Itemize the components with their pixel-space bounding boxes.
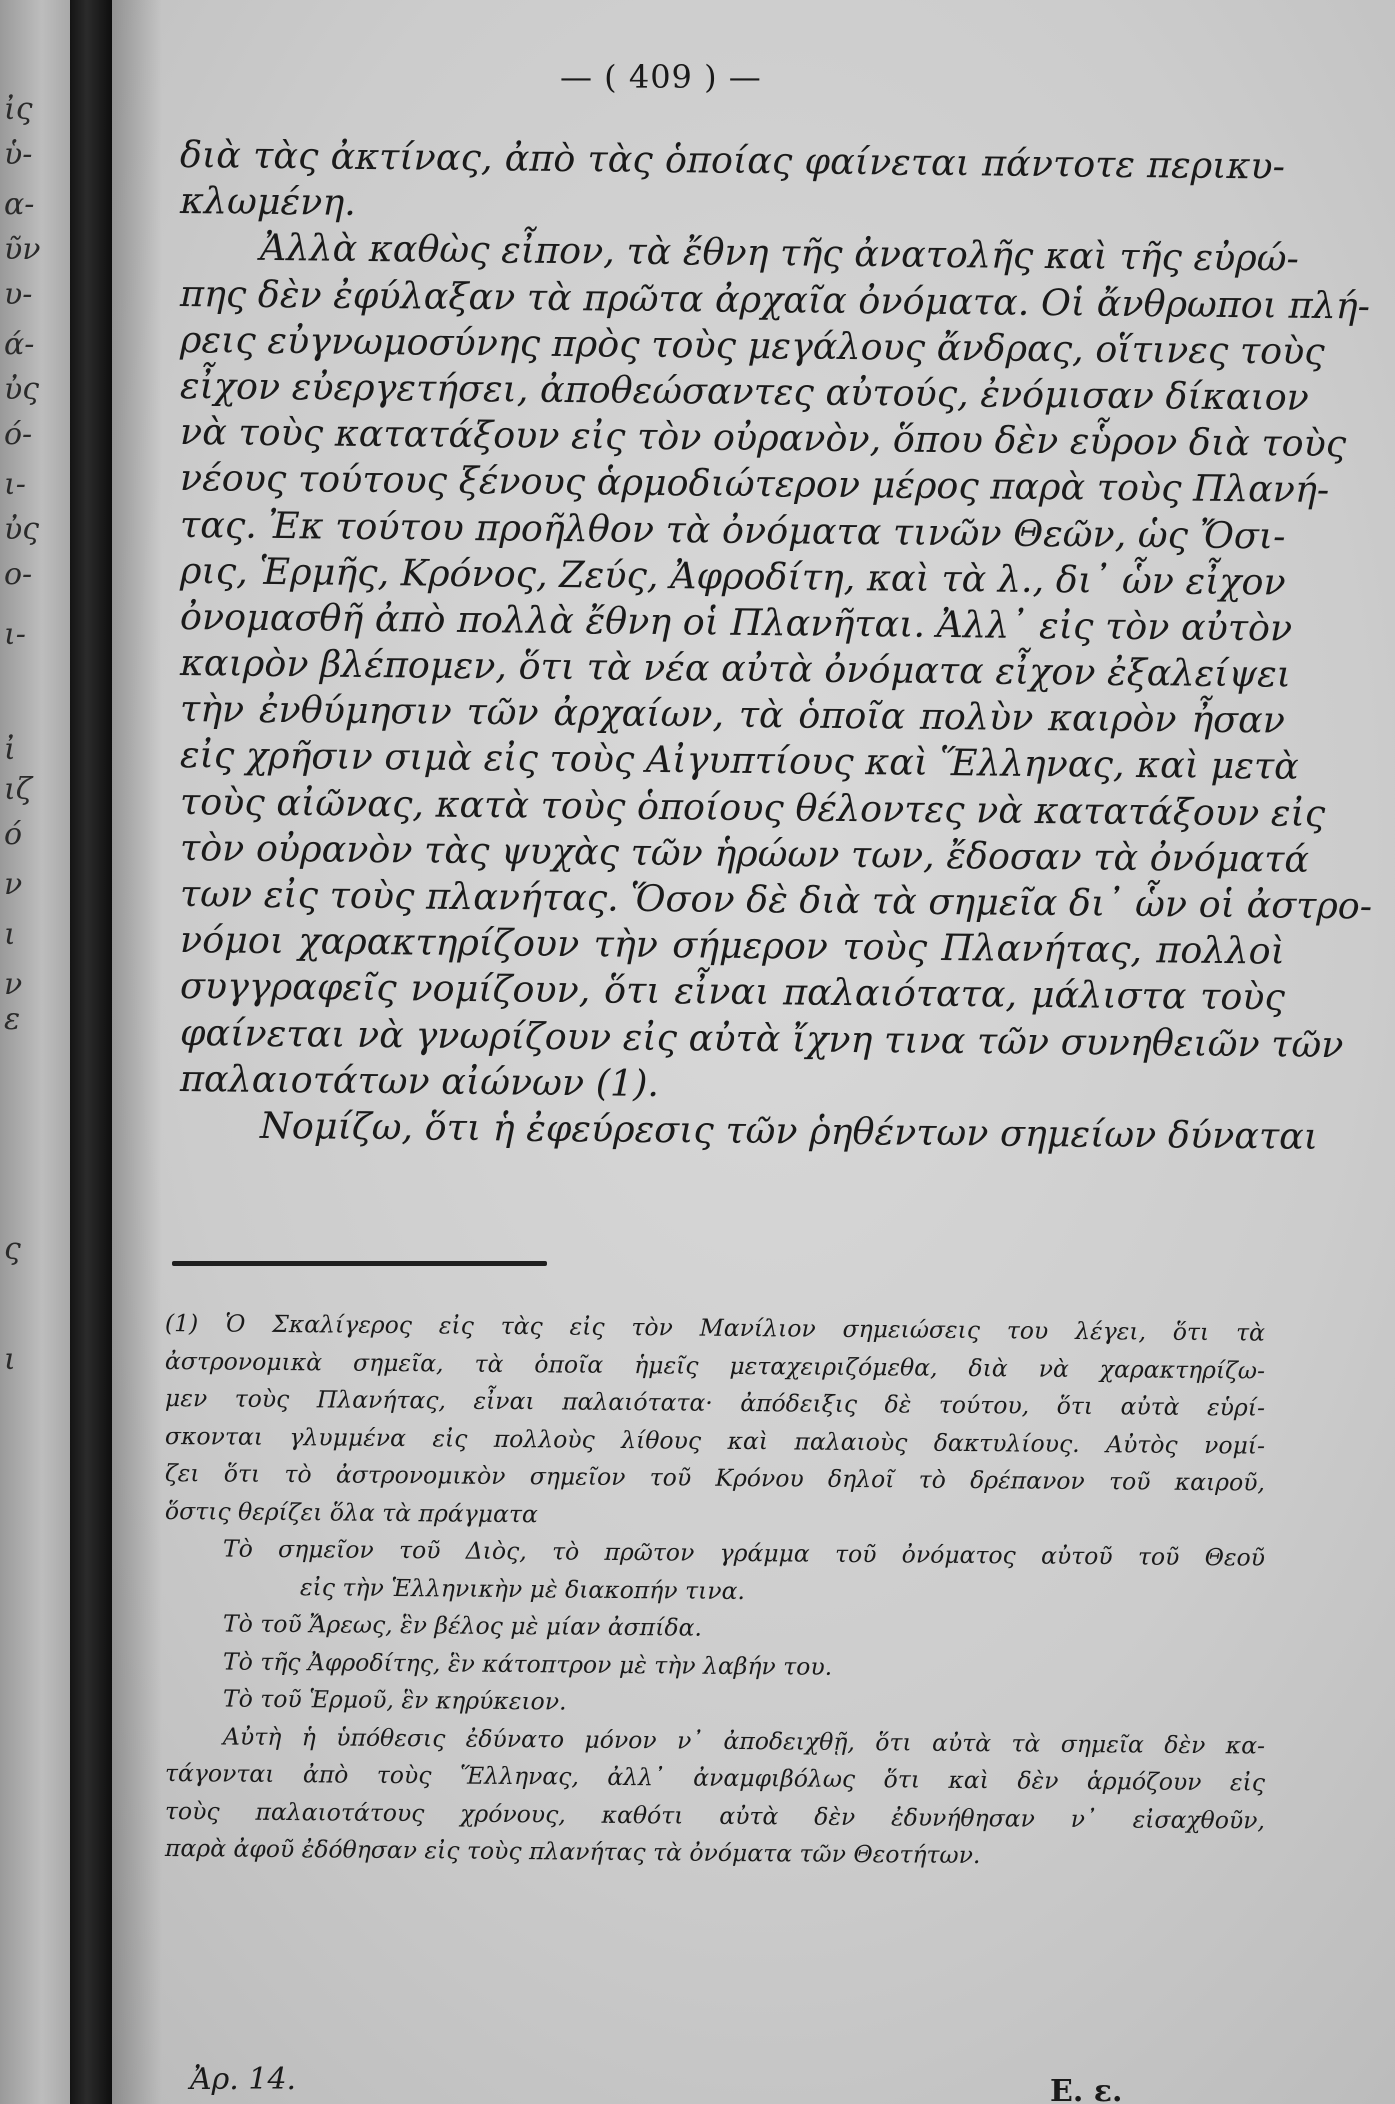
footnote-line: (1) Ὁ Σκαλίγερος εἰς τὰς εἰς τὸν Μανίλιον σημειώσεις του λέγει, ὅτι τὰ (164, 1309, 1266, 1347)
prev-page-fragment: ό- (4, 417, 33, 452)
text-line: συγγραφεῖς νομίζουν, ὅτι εἶναι παλαιότατα, μάλιστα τοὺς (179, 964, 1286, 1019)
gutter-shadow (112, 0, 162, 2104)
text-line: τοὺς αἰῶνας, κατὰ τοὺς ὁποίους θέλοντες νὰ κατατάξουν εἰς (179, 779, 1326, 835)
book-gutter (70, 0, 112, 2104)
footnote-line: εἰς τὴν Ἑλληνικὴν μὲ διακοπήν τινα. (299, 1572, 746, 1605)
footnote-line: Τὸ τοῦ Ἑρμοῦ, ἓν κηρύκειον. (222, 1684, 567, 1716)
prev-page-fragment: υ- (4, 277, 33, 312)
footnote-line: τάγονται ἀπὸ τοὺς Ἕλληνας, ἀλλ᾽ ἀναμφιβόλως ὅτι καὶ δὲν ἁρμόζουν εἰς (164, 1759, 1266, 1797)
text-line: Νομίζω, ὅτι ἡ ἐφεύρεσις τῶν ῥηθέντων σημείων δύναται (259, 1103, 1319, 1158)
text-line: διὰ τὰς ἀκτίνας, ἀπὸ τὰς ὁποίας φαίνεται πάντοτε περικυ- (179, 133, 1286, 188)
text-line: εἰς χρῆσιν σιμὰ εἰς τοὺς Αἰγυπτίους καὶ Ἕλληνας, καὶ μετὰ (179, 733, 1300, 789)
page-number: — ( 409 ) — (560, 58, 762, 96)
prev-page-fragment: ι (4, 1342, 16, 1377)
prev-page-fragment: ἰ (4, 732, 16, 767)
prev-page-fragment: ι (4, 917, 16, 952)
prev-page-fragment: ὑ- (4, 137, 33, 172)
footnote-line: τοὺς παλαιοτάτους χρόνους, καθότι αὐτὰ δὲν ἐδυνήθησαν ν᾽ εἰσαχθοῦν, (164, 1796, 1266, 1835)
prev-page-fragment: ς (4, 1232, 21, 1267)
prev-page-fragment: ό (4, 817, 23, 852)
prev-page-fragment: ι- (4, 617, 26, 652)
prev-page-fragment: ιζ (4, 772, 33, 807)
footnotes-block (165, 1305, 1265, 1868)
text-line: παλαιοτάτων αἰώνων (1). (179, 1056, 660, 1105)
previous-page-edge (0, 0, 70, 2104)
text-line: ὀνομασθῆ ἀπὸ πολλὰ ἔθνη οἱ Πλανῆται. Ἀλλ᾽ εἰς τὸν αὐτὸν (179, 594, 1293, 650)
text-line: τας. Ἐκ τούτου προῆλθον τὰ ὀνόματα τινῶν Θεῶν, ὡς Ὄσι- (179, 502, 1286, 558)
footnote-line: Τὸ τοῦ Ἄρεως, ἓν βέλος μὲ μίαν ἀσπίδα. (222, 1609, 703, 1642)
prev-page-fragment: ο- (4, 557, 33, 592)
gathering-mark: Ε. ε. (1050, 2074, 1123, 2104)
text-line: νὰ τοὺς κατατάξουν εἰς τὸν οὐρανὸν, ὅπου δὲν εὗρον διὰ τοὺς (179, 410, 1347, 466)
text-line: νόμοι χαρακτηρίζουν τὴν σήμερον τοὺς Πλανήτας, πολλοὶ (179, 918, 1286, 973)
text-line: νέους τούτους ξένους ἁρμοδιώτερον μέρος παρὰ τοὺς Πλανή- (179, 456, 1330, 512)
prev-page-fragment: ι- (4, 467, 26, 502)
text-line: εἶχον εὐεργετήσει, ἀποθεώσαντες αὐτούς, ἐνόμισαν δίκαιον (179, 363, 1310, 419)
prev-page-fragment: ά- (4, 327, 35, 362)
page-footer (190, 2062, 1190, 2104)
prev-page-fragment: ῦν (4, 232, 41, 267)
prev-page-fragment: ἰς (4, 92, 33, 127)
prev-page-fragment: ν (4, 867, 23, 902)
text-line: τὴν ἐνθύμησιν τῶν ἀρχαίων, τὰ ὁποῖα πολὺν καιρὸν ἦσαν (179, 687, 1286, 742)
text-line: ρεις εὐγνωμοσύνης πρὸς τοὺς μεγάλους ἄνδρας, οἵτινες τοὺς (179, 317, 1325, 373)
footnote-line: Τὸ τῆς Ἀφροδίτης, ἓν κάτοπτρον μὲ τὴν λαβήν του. (222, 1647, 833, 1681)
text-line: φαίνεται νὰ γνωρίζουν εἰς αὐτὰ ἴχνη τινα τῶν συνηθειῶν τῶν (179, 1010, 1344, 1066)
prev-page-fragment: α- (4, 187, 35, 222)
footnote-line: σκονται γλυμμένα εἰς πολλοὺς λίθους καὶ παλαιοὺς δακτυλίους. Αὐτὸς νομί- (164, 1421, 1266, 1460)
footnote-line: ἀστρονομικὰ σημεῖα, τὰ ὁποῖα ἡμεῖς μεταχειριζόμεθα, διὰ νὰ χαρακτηρίζω- (164, 1346, 1266, 1385)
text-line: των εἰς τοὺς πλανήτας. Ὅσον δὲ διὰ τὰ σημεῖα δι᾽ ὧν οἱ ἀστρο- (179, 872, 1373, 928)
prev-page-fragment: ε (4, 1002, 21, 1037)
footnote-line: ζει ὅτι τὸ ἀστρονομικὸν σημεῖον τοῦ Κρόνου δηλοῖ τὸ δρέπανον τοῦ καιροῦ, (164, 1459, 1266, 1497)
text-line: κλωμένη. (179, 179, 357, 225)
text-line: πης δὲν ἐφύλαξαν τὰ πρῶτα ἀρχαῖα ὀνόματα. Οἱ ἄνθρωποι πλή- (179, 271, 1371, 328)
footnote-line: μεν τοὺς Πλανήτας, εἶναι παλαιότατα· ἀπόδειξις δὲ τούτου, ὅτι αὐτὰ εὑρί- (164, 1384, 1266, 1422)
main-text-block (179, 132, 1373, 1158)
footnote-line: Αὐτὴ ἡ ὑπόθεσις ἐδύνατο μόνον ν᾽ ἀποδειχθῇ, ὅτι αὐτὰ τὰ σημεῖα δὲν κα- (222, 1722, 1266, 1760)
prev-page-fragment: ὐς (4, 512, 40, 547)
footnote-line: ὅστις θερίζει ὅλα τὰ πράγματα (164, 1496, 538, 1528)
prev-page-fragment: ν (4, 967, 23, 1002)
footnote-rule (172, 1261, 547, 1266)
footnote-line: παρὰ ἀφοῦ ἐδόθησαν εἰς τοὺς πλανήτας τὰ ὀνόματα τῶν Θεοτήτων. (164, 1834, 981, 1870)
text-line: τὸν οὐρανὸν τὰς ψυχὰς τῶν ἡρώων των, ἔδοσαν τὰ ὀνόματά (179, 825, 1310, 881)
text-line: Ἀλλὰ καθὼς εἶπον, τὰ ἔθνη τῆς ἀνατολῆς καὶ τῆς εὐρώ- (259, 226, 1300, 281)
prev-page-fragment: ὐς (4, 372, 40, 407)
footnote-line: Τὸ σημεῖον τοῦ Διὸς, τὸ πρῶτον γράμμα τοῦ ὀνόματος αὐτοῦ τοῦ Θεοῦ (222, 1534, 1266, 1572)
text-line: ρις, Ἑρμῆς, Κρόνος, Ζεύς, Ἀφροδίτη, καὶ τὰ λ., δι᾽ ὧν εἶχον (179, 548, 1286, 604)
text-line: καιρὸν βλέπομεν, ὅτι τὰ νέα αὐτὰ ὀνόματα εἶχον ἐξαλείψει (179, 641, 1292, 696)
signature-mark: Ἀρ. 14. (190, 2062, 297, 2097)
